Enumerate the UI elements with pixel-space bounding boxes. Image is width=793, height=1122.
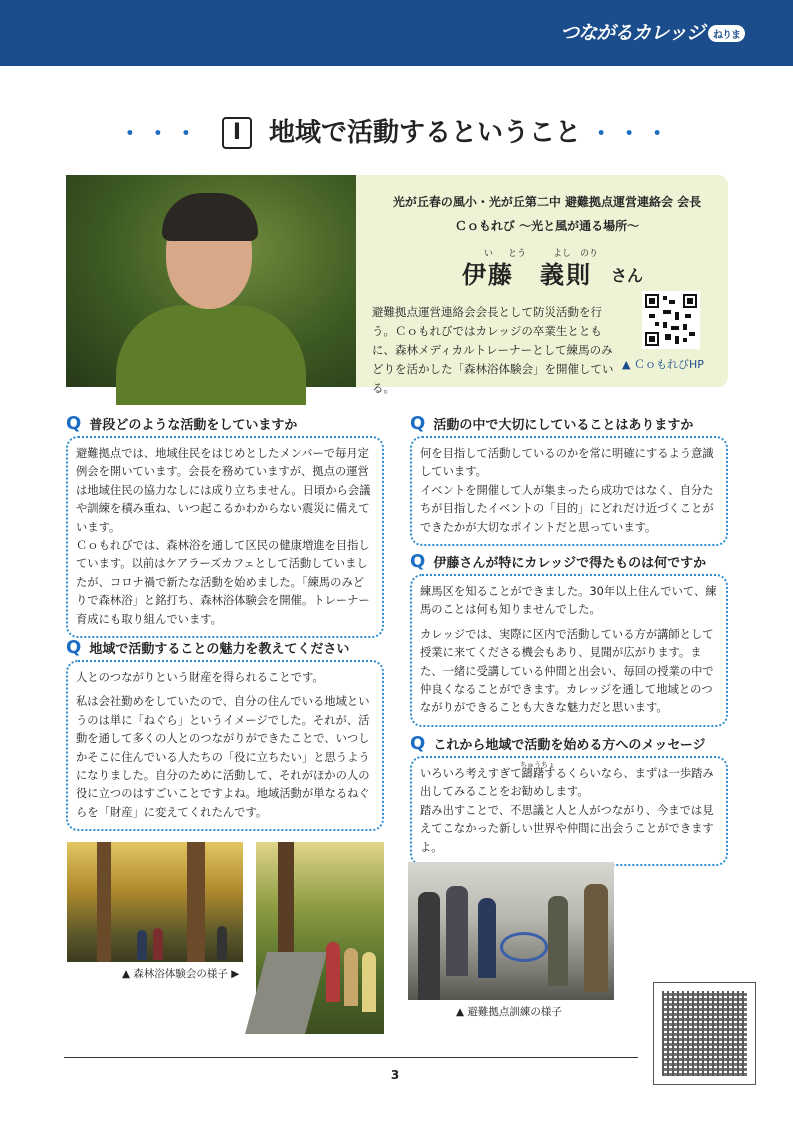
question-text: 活動の中で大切にしていることはありますか [433, 418, 694, 433]
profile-name: 伊藤 義則 [462, 261, 592, 289]
q-icon: Q [410, 551, 426, 572]
ruby-yoshi: よし [553, 249, 572, 259]
section-title-text: 地域で活動するということ [269, 118, 582, 148]
question-text: 普段どのような活動をしていますか [89, 418, 298, 433]
qa-block-5 [410, 733, 728, 866]
q-icon: Q [410, 413, 426, 434]
ruby-chucho: ちゅうちょ [520, 761, 555, 769]
question-1 [66, 413, 384, 434]
answer-box [410, 756, 728, 866]
header-bar [0, 0, 793, 66]
profile-description: 避難拠点運営連絡会会長として防災活動を行う。Ｃｏもれびではカレッジの卒業生とともに、森林メディカルトレーナーとして練馬のみどりを活かした「森林浴体験会」を開催している。 [372, 305, 614, 395]
answer-paragraph: 私は会社勤めをしていたので、自分の住んでいる地域というのは単に「ねぐら」というイメージでした。それが、活動を通して多くの人とのつながりができたことで、いつしかそこに住んでいる人たちの「役に立ちたい」と思うようになりました。自分のために活動して、それがほかの人の役に立つのはすごいことですよね。地域活動が単なるねぐらを「財産」に変えてくれたんです。 [76, 695, 370, 819]
answer-paragraph: Ｃｏもれびでは、森林浴を通して区民の健康増進を目指しています。以前はケアラーズカフェとして活動していましたが、コロナ禍で新たな活動を始めました。「練馬のみどりで森林浴」と銘打ち、森林浴体験会を開催。トレーナー育成にも取り組んでいます。 [76, 539, 370, 626]
title-dots-left: ・・・ [118, 122, 203, 147]
forest-bathing-photo-2 [256, 842, 384, 1034]
college-logo [560, 18, 745, 45]
footer-divider [64, 1057, 638, 1058]
answer-box [410, 574, 728, 727]
answer-paragraph: カレッジでは、実際に区内で活動している方が講師として授業に来てくださる機会もあり、見聞が広がります。また、一緒に受講している仲間と出会い、毎回の授業の中で仲良くなることができます。カレッジを通して地域とのつながりができることも大きな魅力だと思います。 [420, 627, 714, 715]
profile-organization: 光が丘春の風小・光が丘第二中 避難拠点運営連絡会 会長 [392, 195, 702, 209]
ruby-i: い [484, 249, 494, 259]
question-text: 伊藤さんが特にカレッジで得たものは何ですか [433, 556, 707, 571]
title-dots-right: ・・・ [590, 122, 675, 147]
portrait-photo [66, 175, 356, 387]
answer-paragraph: 何を目指して活動しているのかを常に明確にするよう意識しています。 [420, 447, 714, 479]
answer-paragraph: 人とのつながりという財産を得られることです。 [76, 671, 324, 684]
question-5 [410, 733, 728, 754]
answer-paragraph: 練馬区を知ることができました。30年以上住んでいて、練馬のことは何も知りませんでした。 [420, 585, 717, 617]
qa-block-1 [66, 413, 384, 638]
qr-label: ▲ ＣｏもれびHP [622, 358, 704, 371]
logo-sub: ねりま [708, 25, 745, 42]
qr-code-large-icon[interactable] [653, 982, 756, 1085]
q-icon: Q [66, 413, 82, 434]
ruby-nori: のり [580, 249, 599, 259]
q-icon: Q [410, 733, 426, 754]
qr-code-icon[interactable] [642, 291, 700, 349]
forest-bathing-photo-1 [67, 842, 243, 962]
answer-box [66, 436, 384, 638]
q-icon: Q [66, 637, 82, 658]
question-3 [410, 413, 728, 434]
profile-group-name: Ｃｏもれび ～光と風が通る場所～ [454, 219, 640, 233]
qa-block-3 [410, 413, 728, 546]
qa-block-2 [66, 637, 384, 831]
answer-paragraph: いろいろ考えすぎて躊躇するくらいなら、まずは一歩踏み出してみることをお勧めします。 [420, 767, 714, 799]
ruby-tou: とう [508, 249, 527, 259]
evacuation-drill-photo [408, 862, 614, 1000]
answer-paragraph: イベントを開催して人が集まったら成功ではなく、自分たちが目指したイベントの「目的」にどれだけ近づくことができたかが大切なポイントだと思っています。 [420, 483, 714, 534]
answer-box [66, 660, 384, 831]
question-text: 地域で活動することの魅力を教えてください [89, 642, 350, 657]
drill-photo-caption: ▲ 避難拠点訓練の様子 [456, 1006, 562, 1018]
question-text: これから地域で活動を始める方へのメッセージ [433, 738, 706, 753]
page-number: 3 [390, 1068, 400, 1082]
forest-photo-caption: ▲ 森林浴体験会の様子 ▶ [122, 968, 240, 980]
profile-honorific: さん [611, 266, 644, 285]
qa-block-4 [410, 551, 728, 727]
answer-paragraph: 避難拠点では、地域住民をはじめとしたメンバーで毎月定例会を開いています。会長を務めていますが、拠点の運営は地域住民の協力なしには成り立ちません。日頃から会議や訓練を積み重ね、いつ起こるかわからない震災に備えています。 [76, 447, 371, 534]
section-title [0, 112, 793, 149]
question-2 [66, 637, 384, 658]
answer-paragraph: 踏み出すことで、不思議と人と人がつながり、今までは見えてこなかった新しい世界や仲間に出会うことができますよ。 [420, 803, 714, 854]
section-number: Ⅰ [222, 117, 252, 149]
logo-text: つながるカレッジ [560, 22, 704, 44]
answer-box [410, 436, 728, 546]
profile-card [66, 175, 728, 395]
question-4 [410, 551, 728, 572]
